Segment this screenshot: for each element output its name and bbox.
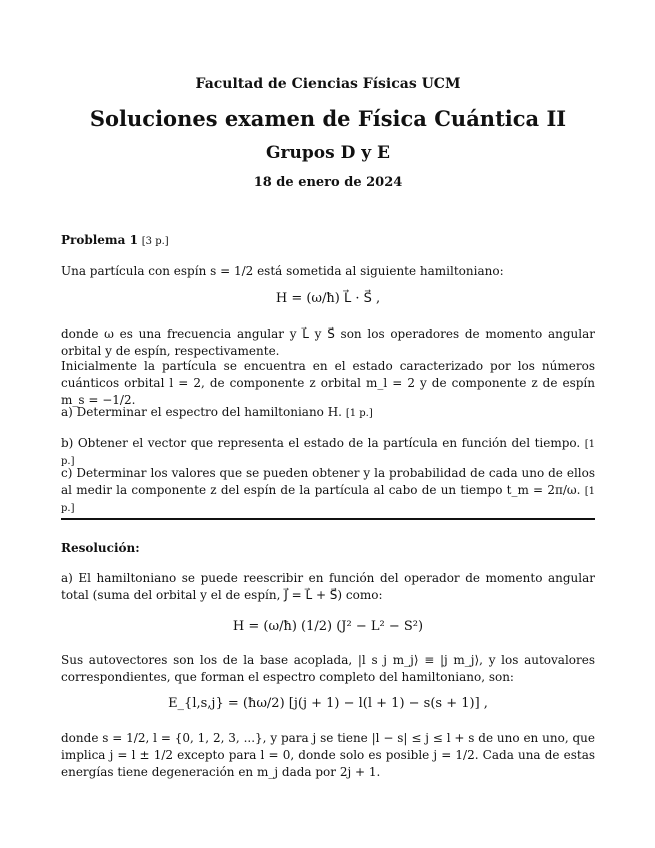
problem-label: Problema 1: [61, 233, 138, 247]
part-a-points: [1 p.]: [345, 408, 373, 419]
part-a-question: [61, 404, 595, 421]
problem-initial-state: Inicialmente la partícula se encuentra en el estado caracterizado por los números cuánticos orbital l = 2, de componente z orbital m_l = 2 y de componente z de espín m_s = −1/2.: [61, 359, 595, 408]
part-c-question: [61, 465, 595, 516]
solution-final-text: donde s = 1/2, l = {0, 1, 2, 3, ...}, y para j se tiene |l − s| ≤ j ≤ l + s de uno en uno, que implica j = l ± 1/2 excepto para l = 0, donde solo es posible j = 1/2. Cada una de estas energías tiene degeneración en m_j dada por 2j + 1.: [61, 731, 595, 780]
exam-title: Soluciones examen de Física Cuántica II: [89, 106, 567, 131]
section-divider: [61, 518, 595, 520]
exam-groups: Grupos D y E: [266, 143, 390, 163]
problem-where: donde ω es una frecuencia angular y L⃗ y S⃗ son los operadores de momento angular orbital y de espín, respectivamente.: [61, 327, 595, 359]
problem-intro: Una partícula con espín s = 1/2 está sometida al siguiente hamiltoniano:: [61, 264, 504, 278]
part-a-text: a) Determinar el espectro del hamiltoniano H.: [61, 405, 342, 419]
total-angular-hamiltonian: H = (ω/ħ) (1/2) (J² − L² − S²): [232, 619, 424, 634]
problem-heading: [61, 232, 595, 249]
part-b-text: b) Obtener el vector que representa el estado de la partícula en función del tiempo.: [61, 436, 581, 450]
solution-label: Resolución:: [61, 541, 140, 555]
eigen-text: Sus autovectores son los de la base acoplada, |l s j m_j⟩ ≡ |j m_j⟩, y los autovalores correspondientes, que forman el espectro completo del hamiltoniano, son:: [61, 653, 595, 685]
faculty-name: Facultad de Ciencias Físicas UCM: [195, 76, 461, 92]
part-c-text: c) Determinar los valores que se pueden obtener y la probabilidad de cada uno de ellos al medir la componente z del espín de la partícula al cabo de un tiempo t_m = 2π/ω.: [61, 466, 595, 498]
part-c-points: [1 p.]: [61, 486, 595, 515]
solution-a-text: a) El hamiltoniano se puede reescribir en función del operador de momento angular total (suma del orbital y el de espín, J⃗ = L⃗ + S⃗) como:: [61, 571, 595, 603]
problem-points: [3 p.]: [141, 236, 169, 247]
exam-date: 18 de enero de 2024: [253, 175, 403, 190]
hamiltonian-equation: H = (ω/ħ) L⃗ · S⃗ ,: [275, 291, 381, 306]
part-b-points: [1 p.]: [61, 439, 595, 468]
energy-eigenvalues: E_{l,s,j} = (ħω/2) [j(j + 1) − l(l + 1) − s(s + 1)] ,: [168, 696, 488, 711]
